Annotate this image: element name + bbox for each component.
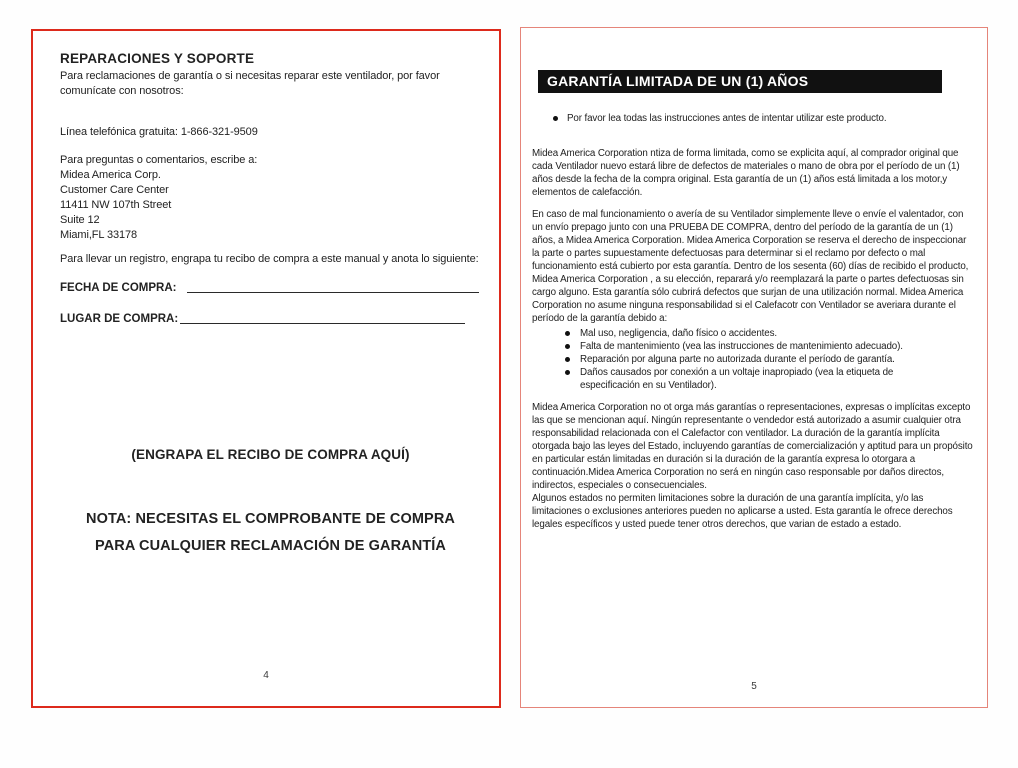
bullet-icon <box>565 357 570 362</box>
limited-warranty-banner: GARANTÍA LIMITADA DE UN (1) AÑOS <box>538 70 942 93</box>
warranty-exclusions-list <box>532 327 975 392</box>
repairs-support-title: REPARACIONES Y SOPORTE <box>60 51 255 66</box>
warranty-coverage-paragraph: Midea America Corporation ntiza de forma limitada, como se explicita aquí, al comprador original que cada Ventilador nuevo estará libre de defectos de materiales o mano de obra por el período de un (1) años desde la fecha de la compra original. Esta garantía de un (1) años está limitada a los motor,y elementos de calefacción. <box>532 148 960 198</box>
purchase-date-blank-line <box>187 280 480 293</box>
address-line: 11411 NW 107th Street <box>60 199 172 211</box>
bullet-icon <box>565 370 570 375</box>
purchase-place-blank-line <box>180 311 465 324</box>
page-number-5: 5 <box>751 681 757 692</box>
list-item <box>532 327 975 340</box>
bullet-icon <box>565 344 570 349</box>
list-item <box>532 340 975 353</box>
address-line: Midea America Corp. <box>60 169 161 181</box>
staple-receipt-note: (ENGRAPA EL RECIBO DE COMPRA AQUÍ) <box>131 447 410 462</box>
read-instructions-text: Por favor lea todas las instrucciones antes de intentar utilizar este producto. <box>567 113 887 124</box>
bullet-icon <box>553 116 558 121</box>
proof-note-line: PARA CUALQUIER RECLAMACIÓN DE GARANTÍA <box>95 538 446 554</box>
list-item <box>532 353 975 366</box>
exclusion-text: Reparación por alguna parte no autorizada durante el período de garantía. <box>580 354 895 365</box>
state-rights-paragraph: Algunos estados no permiten limitaciones sobre la duración de una garantía implícita, y/o las limitaciones o exclusiones anteriores pueden no aplicarse a usted. Esta garantía le ofrece derechos legales específicos y usted puede tener otros derechos, que varian de estado a estado. <box>532 493 953 530</box>
warranty-disclaimer-paragraph: Midea America Corporation no ot orga más garantías o representaciones, expresas o implícitas excepto las que se mencionan aquí. Ningún representante o vendedor está autorizado a asumir cualquier otra responsabilidad relacionada con el Calefactor con ventilador. La duración de la garantía implícita otorgada bajo las leyes del Estado, incluyendo garantías de comercialización y aptitud para un propósito en particular están limitadas en duración si la duración de la garantía expresa lo otorgara a continuación.Midea America Corporation no será en ningún caso responsable por daños directos, indirectos, especiales o consecuenciales. <box>532 402 973 491</box>
purchase-place-row <box>60 311 481 325</box>
exclusion-text: Daños causados por conexión a un voltaje inapropiado (vea la etiqueta de especificación en su Ventilador). <box>580 367 894 391</box>
address-line: Customer Care Center <box>60 184 169 196</box>
warranty-service-paragraph: En caso de mal funcionamiento o avería de su Ventilador simplemente lleve o envíe el valentador, con un envío prepago junto con una PRUEBA DE COMPRA, dentro del período de la garantía de un (1) años, a Midea America Corporation. Midea America Corporation se reserva el derecho de inspeccionar la parte o partes supuestamente defectuosas para determinar si el reclamo por defecto o mal funcionamiento está cubierto por esta garantía. Dentro de los sesenta (60) días de recibido el producto, Midea America Corporation , a su elección, reparará y/o reemplazará la parte o partes defectuosas sin cargo alguno. Esta garantía sólo cubrirá defectos que surjan de una utilización normal. Midea America Corporation no asume ninguna responsabilidad si el Calefacotr con Ventilador se averiara durante el período de la garantía debido a: <box>532 209 969 324</box>
bullet-icon <box>565 331 570 336</box>
manual-page-4 <box>31 29 501 708</box>
record-keeping-note: Para llevar un registro, engrapa tu recibo de compra a este manual y anota lo siguiente: <box>60 253 479 265</box>
manual-page-5 <box>520 27 988 708</box>
address-line: Miami,FL 33178 <box>60 229 138 241</box>
exclusion-text: Mal uso, negligencia, daño físico o accidentes. <box>580 328 777 339</box>
mailing-address <box>60 168 481 243</box>
purchase-date-label: FECHA DE COMPRA: <box>60 282 177 294</box>
warranty-claims-intro: Para reclamaciones de garantía o si necesitas reparar este ventilador, por favor comunícate con nosotros: <box>60 70 440 97</box>
page-number-4: 4 <box>263 670 269 681</box>
list-item <box>532 366 975 392</box>
proof-of-purchase-note <box>60 506 481 560</box>
proof-note-line: NOTA: NECESITAS EL COMPROBANTE DE COMPRA <box>86 511 455 527</box>
exclusion-text: Falta de mantenimiento (vea las instrucciones de mantenimiento adecuado). <box>580 341 903 352</box>
read-instructions-bullet <box>532 112 975 125</box>
purchase-date-row <box>60 280 481 294</box>
write-to-line: Para preguntas o comentarios, escribe a: <box>60 154 258 166</box>
address-line: Suite 12 <box>60 214 100 226</box>
purchase-place-label: LUGAR DE COMPRA: <box>60 313 179 325</box>
toll-free-phone-line: Línea telefónica gratuita: 1-866-321-9509 <box>60 126 258 138</box>
